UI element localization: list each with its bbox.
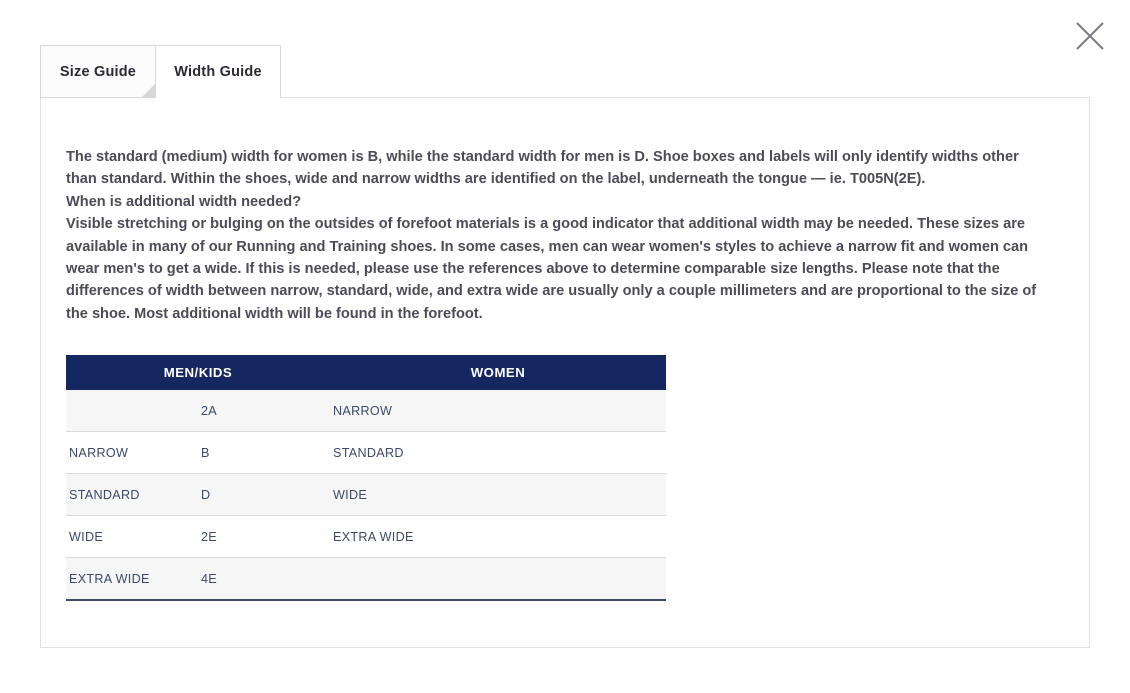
tab-width-guide-label: Width Guide xyxy=(174,63,262,80)
table-header-women: WOMEN xyxy=(330,355,666,390)
cell-women: EXTRA WIDE xyxy=(330,516,666,558)
close-button[interactable] xyxy=(1072,18,1108,54)
tab-bar xyxy=(40,45,281,98)
cell-men xyxy=(66,390,198,432)
cell-code: B xyxy=(198,432,330,474)
cell-men: WIDE xyxy=(66,516,198,558)
table-row xyxy=(66,390,666,432)
table-body xyxy=(66,390,666,600)
width-guide-panel xyxy=(40,97,1090,648)
table-row xyxy=(66,432,666,474)
tab-size-guide-label: Size Guide xyxy=(59,63,137,80)
cell-code: D xyxy=(198,474,330,516)
cell-code: 4E xyxy=(198,558,330,601)
cell-men: EXTRA WIDE xyxy=(66,558,198,601)
cell-code: 2A xyxy=(198,390,330,432)
cell-women: NARROW xyxy=(330,390,666,432)
cell-men: NARROW xyxy=(66,432,198,474)
width-conversion-table xyxy=(66,355,666,601)
cell-women: STANDARD xyxy=(330,432,666,474)
cell-women xyxy=(330,558,666,601)
table-row xyxy=(66,558,666,601)
tab-size-guide[interactable] xyxy=(40,45,156,98)
detail-paragraph: Visible stretching or bulging on the outsides of forefoot materials is a good indicator that additional width may be needed. These sizes are available in many of our Running and Training shoes. In some cases, men can wear women's styles to achieve a narrow fit and women can wear men's to get a wide. If this is needed, please use the references above to determine comparable size lengths. Please note that the differences of width between narrow, standard, wide, and extra wide are usually only a couple millimeters and are proportional to the size of the shoe. Most additional width will be found in the forefoot. xyxy=(66,216,1037,322)
cell-women: WIDE xyxy=(330,474,666,516)
table-header-row xyxy=(66,355,666,390)
tab-width-guide[interactable] xyxy=(155,45,281,98)
table-row xyxy=(66,474,666,516)
cell-men: STANDARD xyxy=(66,474,198,516)
section-subheading: When is additional width needed? xyxy=(66,193,302,210)
panel-content xyxy=(41,98,1089,601)
table-header xyxy=(66,355,666,390)
intro-paragraph: The standard (medium) width for women is B, while the standard width for men is D. Shoe boxes and labels will only identify widths other than standard. Within the shoes, wide and narrow widths are identified on the label, underneath the tongue — ie. T005N(2E). xyxy=(66,149,1019,188)
table-row xyxy=(66,516,666,558)
cell-code: 2E xyxy=(198,516,330,558)
table-header-men-kids: MEN/KIDS xyxy=(66,355,330,390)
close-icon xyxy=(1072,18,1108,54)
